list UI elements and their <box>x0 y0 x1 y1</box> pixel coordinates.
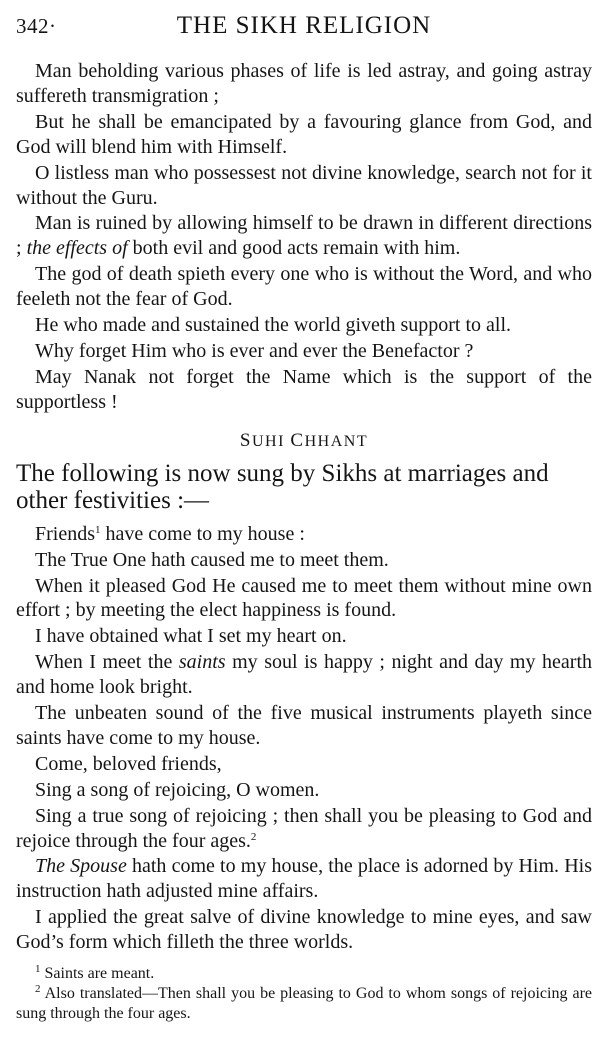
verse-line: But he shall be emancipated by a favouring glance from God, and God will blend him with Himself. <box>16 110 592 158</box>
verse-line <box>16 804 592 854</box>
verse-text: Man is ruined by allowing himself to be drawn in different directions ; <box>16 212 592 260</box>
verse-line: He who made and sustained the world giveth support to all. <box>35 314 512 337</box>
verse-line: The god of death spieth every one who is without the Word, and who feeleth not the fear of God. <box>16 263 592 311</box>
verse-line: The True One hath caused me to meet them. <box>35 548 389 571</box>
footnote-marker[interactable]: 1 <box>95 523 101 536</box>
italic-phrase: The Spouse <box>35 855 127 878</box>
verse-line: I applied the great salve of divine knowledge to mine eyes, and saw God’s form which filleth the three worlds. <box>16 906 592 954</box>
verse-line: Come, beloved friends, <box>35 752 222 775</box>
italic-phrase: the effects of <box>26 237 128 260</box>
footnote-text: Also translated—Then shall you be pleasing to God to whom songs of rejoicing are sung through the four ages. <box>16 985 592 1022</box>
heading-initial: S <box>239 429 252 451</box>
page-header <box>16 12 592 44</box>
verse-line: Why forget Him who is ever and ever the Benefactor ? <box>35 339 474 362</box>
italic-phrase: saints <box>178 651 226 674</box>
verse-text: have come to my house : <box>100 522 305 545</box>
footnote-text: Saints are meant. <box>40 965 155 982</box>
verse-text: hath come to my house, the place is adorned by Him. His instruction hath adjusted mine affairs. <box>16 855 592 903</box>
verse-line <box>16 854 592 904</box>
verse-line: The unbeaten sound of the five musical instruments playeth since saints have come to my house. <box>16 702 592 749</box>
heading-small-caps: HHANT <box>304 432 369 450</box>
footnote-number: 2 <box>35 983 41 995</box>
footnote <box>16 964 592 984</box>
verse-line: O listless man who possessest not divine knowledge, search not for it without the Guru. <box>16 161 592 209</box>
heading-initial: C <box>290 429 305 451</box>
heading-small-caps: UHI <box>251 432 291 450</box>
section-intro: The following is now sung by Sikhs at marriages and other festivities :— <box>16 459 549 514</box>
verse-line <box>16 211 592 261</box>
footnote-marker[interactable]: 2 <box>250 830 257 843</box>
verse-line <box>16 522 592 547</box>
verse-line: May Nanak not forget the Name which is the support of the supportless ! <box>16 365 592 413</box>
section-heading <box>16 430 592 453</box>
footnote-number: 1 <box>35 963 41 975</box>
page-number: 342· <box>16 14 57 38</box>
verse-text: Sing a true song of rejoicing ; then shall you be pleasing to God and rejoice through the four ages. <box>16 804 592 852</box>
verse-line: When it pleased God He caused me to meet them without mine own effort ; by meeting the elect happiness is found. <box>16 574 592 622</box>
verse-line: Man beholding various phases of life is led astray, and going astray suffereth transmigration ; <box>16 60 592 107</box>
footnotes <box>16 964 592 1024</box>
page-body <box>16 59 592 955</box>
running-title: THE SIKH RELIGION <box>176 12 432 39</box>
verse-line: I have obtained what I set my heart on. <box>35 625 347 648</box>
verse-line <box>16 650 592 700</box>
verse-text: my soul is happy ; night and day my hearth and home look bright. <box>16 651 592 699</box>
verse-line: Sing a song of rejoicing, O women. <box>35 778 320 801</box>
verse-text: Friends <box>35 522 95 545</box>
footnote <box>16 984 592 1024</box>
verse-text: When I meet the <box>35 651 179 674</box>
verse-text: both evil and good acts remain with him. <box>127 237 461 260</box>
